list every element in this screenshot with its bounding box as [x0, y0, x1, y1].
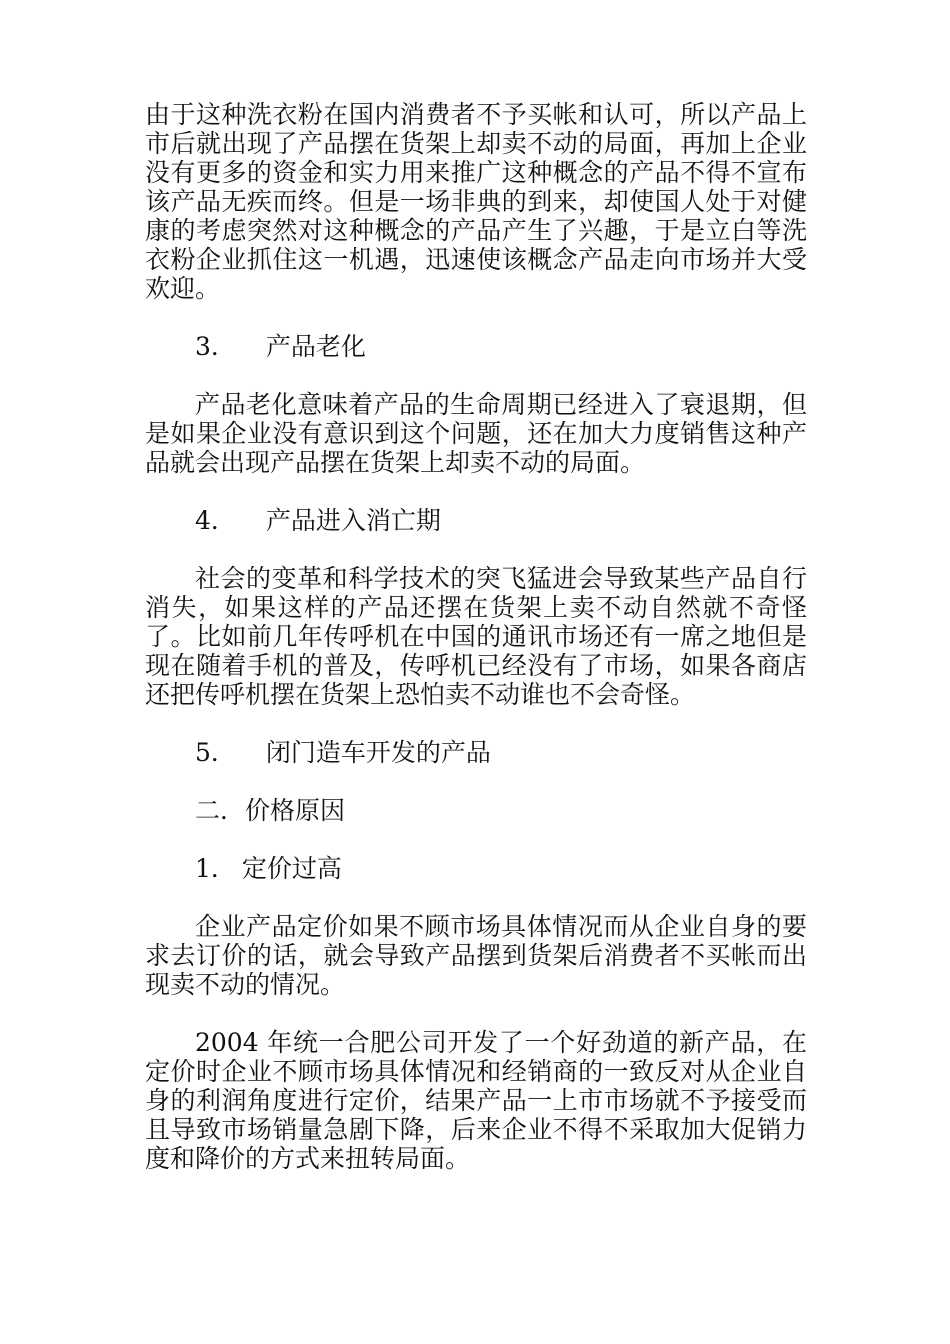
spacer — [145, 883, 807, 912]
heading-number: 3． — [195, 332, 236, 361]
spacer — [145, 303, 807, 332]
spacer — [145, 477, 807, 506]
spacer — [145, 535, 807, 564]
heading-number: 1． — [195, 854, 236, 883]
paragraph-product-extinction: 社会的变革和科学技术的突飞猛进会导致某些产品自行消失，如果这样的产品还摆在货架上卖不动自然就不奇怪了。比如前几年传呼机在中国的通讯市场还有一席之地但是现在随着手机的普及，传呼机已经没有了市场，如果各商店还把传呼机摆在货架上恐怕卖不动谁也不会奇怪。 — [145, 564, 807, 709]
paragraph-uni-president-case: 2004 年统一合肥公司开发了一个好劲道的新产品，在定价时企业不顾市场具体情况和经销商的一致反对从企业自身的利润角度进行定价，结果产品一上市市场就不予接受而且导致市场销量急剧下降，后来企业不得不采取加大促销力度和降价的方式来扭转局面。 — [145, 1028, 807, 1173]
heading-text: 产品老化 — [265, 332, 366, 361]
heading-closed-door-development — [145, 738, 807, 767]
heading-text: 闭门造车开发的产品 — [265, 738, 491, 767]
paragraph-laundry-powder: 由于这种洗衣粉在国内消费者不予买帐和认可，所以产品上市后就出现了产品摆在货架上却卖不动的局面，再加上企业没有更多的资金和实力用来推广这种概念的产品不得不宣布该产品无疾而终。但是一场非典的到来，却使国人处于对健康的考虑突然对这种概念的产品产生了兴趣，于是立白等洗衣粉企业抓住这一机遇，迅速使该概念产品走向市场并大受欢迎。 — [145, 100, 807, 303]
spacer — [145, 767, 807, 796]
heading-text: 定价过高 — [241, 854, 342, 883]
heading-number: 4． — [195, 506, 236, 535]
heading-number: 5． — [195, 738, 236, 767]
heading-product-extinction — [145, 506, 807, 535]
heading-pricing-too-high — [145, 854, 807, 883]
spacer — [145, 999, 807, 1028]
heading-text: 产品进入消亡期 — [265, 506, 441, 535]
spacer — [145, 825, 807, 854]
paragraph-pricing: 企业产品定价如果不顾市场具体情况而从企业自身的要求去订价的话，就会导致产品摆到货架后消费者不买帐而出现卖不动的情况。 — [145, 912, 807, 999]
document-page — [145, 100, 807, 1173]
paragraph-product-aging: 产品老化意味着产品的生命周期已经进入了衰退期，但是如果企业没有意识到这个问题，还在加大力度销售这种产品就会出现产品摆在货架上却卖不动的局面。 — [145, 390, 807, 477]
spacer — [145, 361, 807, 390]
heading-price-reasons: 二．价格原因 — [195, 796, 346, 825]
spacer — [145, 709, 807, 738]
heading-product-aging — [145, 332, 807, 361]
